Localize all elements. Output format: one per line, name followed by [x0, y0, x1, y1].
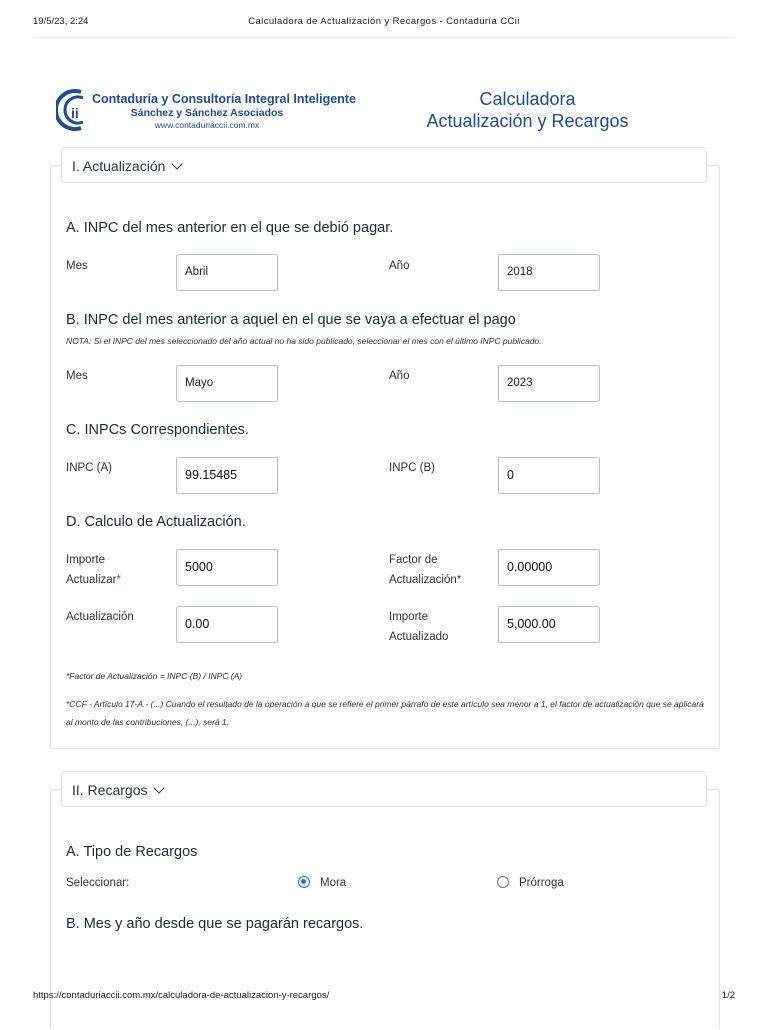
- subsection-b-title: B. INPC del mes anterior a aquel en el que se vaya a efectuar el pago: [66, 312, 516, 328]
- ccf-article-note: *CCF - Artículo 17-A.- (...) Cuando el resultado de la operación a que se refiere el primer párrafo de este artículo sea menor a 1, el factor de actualización que se aplicará al monto de las contribuciones, (...), será 1.: [66, 699, 704, 727]
- factor-formula-note: *Factor de Actualización = INPC (B) / INPC (A): [66, 671, 243, 681]
- page-title-line1: Calculadora: [479, 89, 576, 109]
- factor-actualizacion-field[interactable]: 0.00000: [498, 549, 600, 586]
- importe-actualizado-label-line1: Importe: [389, 611, 428, 623]
- radio-mora-label[interactable]: Mora: [320, 877, 347, 889]
- importe-actualizar-label: [66, 550, 121, 590]
- print-date: 19/5/23, 2:24: [33, 16, 89, 27]
- section-actualizacion-toggle[interactable]: [61, 147, 707, 183]
- mes-b-select[interactable]: Mayo: [176, 365, 278, 402]
- importe-actualizar-label-line1: Importe: [66, 554, 105, 566]
- print-header: [33, 16, 735, 36]
- section-actualizacion: [50, 165, 720, 749]
- seleccionar-label: Seleccionar:: [66, 877, 130, 889]
- importe-actualizado-label-line2: Actualizado: [389, 631, 449, 643]
- mes-a-label: Mes: [66, 260, 88, 272]
- subsection-b-note: NOTA: Si el INPC del mes seleccionado del año actual no ha sido publicado, seleccionar el mes con el último INPC publicado.: [66, 336, 542, 346]
- subsection-d-title: D. Calculo de Actualización.: [66, 514, 246, 530]
- importe-actualizado-label: [389, 607, 448, 647]
- chevron-down-icon: [154, 782, 165, 793]
- radio-prorroga[interactable]: [497, 876, 509, 888]
- print-footer: [33, 990, 735, 1004]
- factor-actualizacion-label-line2: Actualización*: [389, 574, 462, 586]
- required-mark: *: [116, 574, 121, 586]
- print-url: https://contaduriaccii.com.mx/calculadora-de-actualizacion-y-recargos/: [33, 990, 330, 1001]
- actualizacion-field[interactable]: 0.00: [176, 606, 278, 643]
- anio-a-select[interactable]: 2018: [498, 254, 600, 291]
- radio-mora[interactable]: [298, 876, 310, 888]
- importe-actualizar-input[interactable]: 5000: [176, 549, 278, 586]
- inpc-b-field[interactable]: 0: [498, 457, 600, 494]
- radio-prorroga-label[interactable]: Prórroga: [519, 877, 564, 889]
- mes-a-select[interactable]: Abril: [176, 254, 278, 291]
- anio-b-label: Año: [389, 370, 410, 382]
- factor-actualizacion-label-line1: Factor de: [389, 554, 438, 566]
- section-recargos-toggle[interactable]: [61, 771, 707, 807]
- page-title-line2: Actualización y Recargos: [426, 111, 629, 131]
- ccii-logo-icon: [56, 88, 90, 132]
- inpc-b-label: INPC (B): [389, 462, 435, 474]
- page-number: 1/2: [721, 990, 735, 1001]
- importe-actualizar-label-text: Actualizar: [66, 574, 117, 586]
- importe-actualizado-field[interactable]: 5,000.00: [498, 606, 600, 643]
- importe-actualizar-label-line2: [66, 570, 121, 590]
- logo-line-website: www.contaduriaccii.com.mx: [154, 120, 260, 130]
- factor-actualizacion-label: [389, 550, 461, 590]
- subsection-c-title: C. INPCs Correspondientes.: [66, 422, 249, 438]
- anio-b-select[interactable]: 2023: [498, 365, 600, 402]
- logo-line-partners: Sánchez y Sánchez Asociados: [130, 107, 284, 119]
- logo-line-company: Contaduría y Consultoría Integral Inteligente: [92, 92, 356, 106]
- header-divider: [33, 37, 735, 38]
- print-title: Calculadora de Actualización y Recargos - Contaduría CCii: [248, 16, 520, 27]
- tipo-recargos-title: A. Tipo de Recargos: [66, 844, 198, 860]
- inpc-a-field[interactable]: 99.15485: [176, 457, 278, 494]
- subsection-a-title: A. INPC del mes anterior en el que se debió pagar.: [66, 220, 394, 236]
- actualizacion-label: Actualización: [66, 611, 134, 623]
- logo-mark-text: ii: [71, 105, 79, 121]
- section-actualizacion-title: I. Actualización: [72, 158, 166, 174]
- chevron-down-icon: [172, 158, 183, 169]
- inpc-a-label: INPC (A): [66, 462, 112, 474]
- section-recargos-title: II. Recargos: [72, 782, 148, 798]
- anio-a-label: Año: [389, 260, 410, 272]
- company-logo[interactable]: [56, 88, 356, 132]
- mes-anio-recargos-title: B. Mes y año desde que se pagarán recargos.: [66, 916, 364, 932]
- page-title: [420, 88, 635, 132]
- mes-b-label: Mes: [66, 370, 88, 382]
